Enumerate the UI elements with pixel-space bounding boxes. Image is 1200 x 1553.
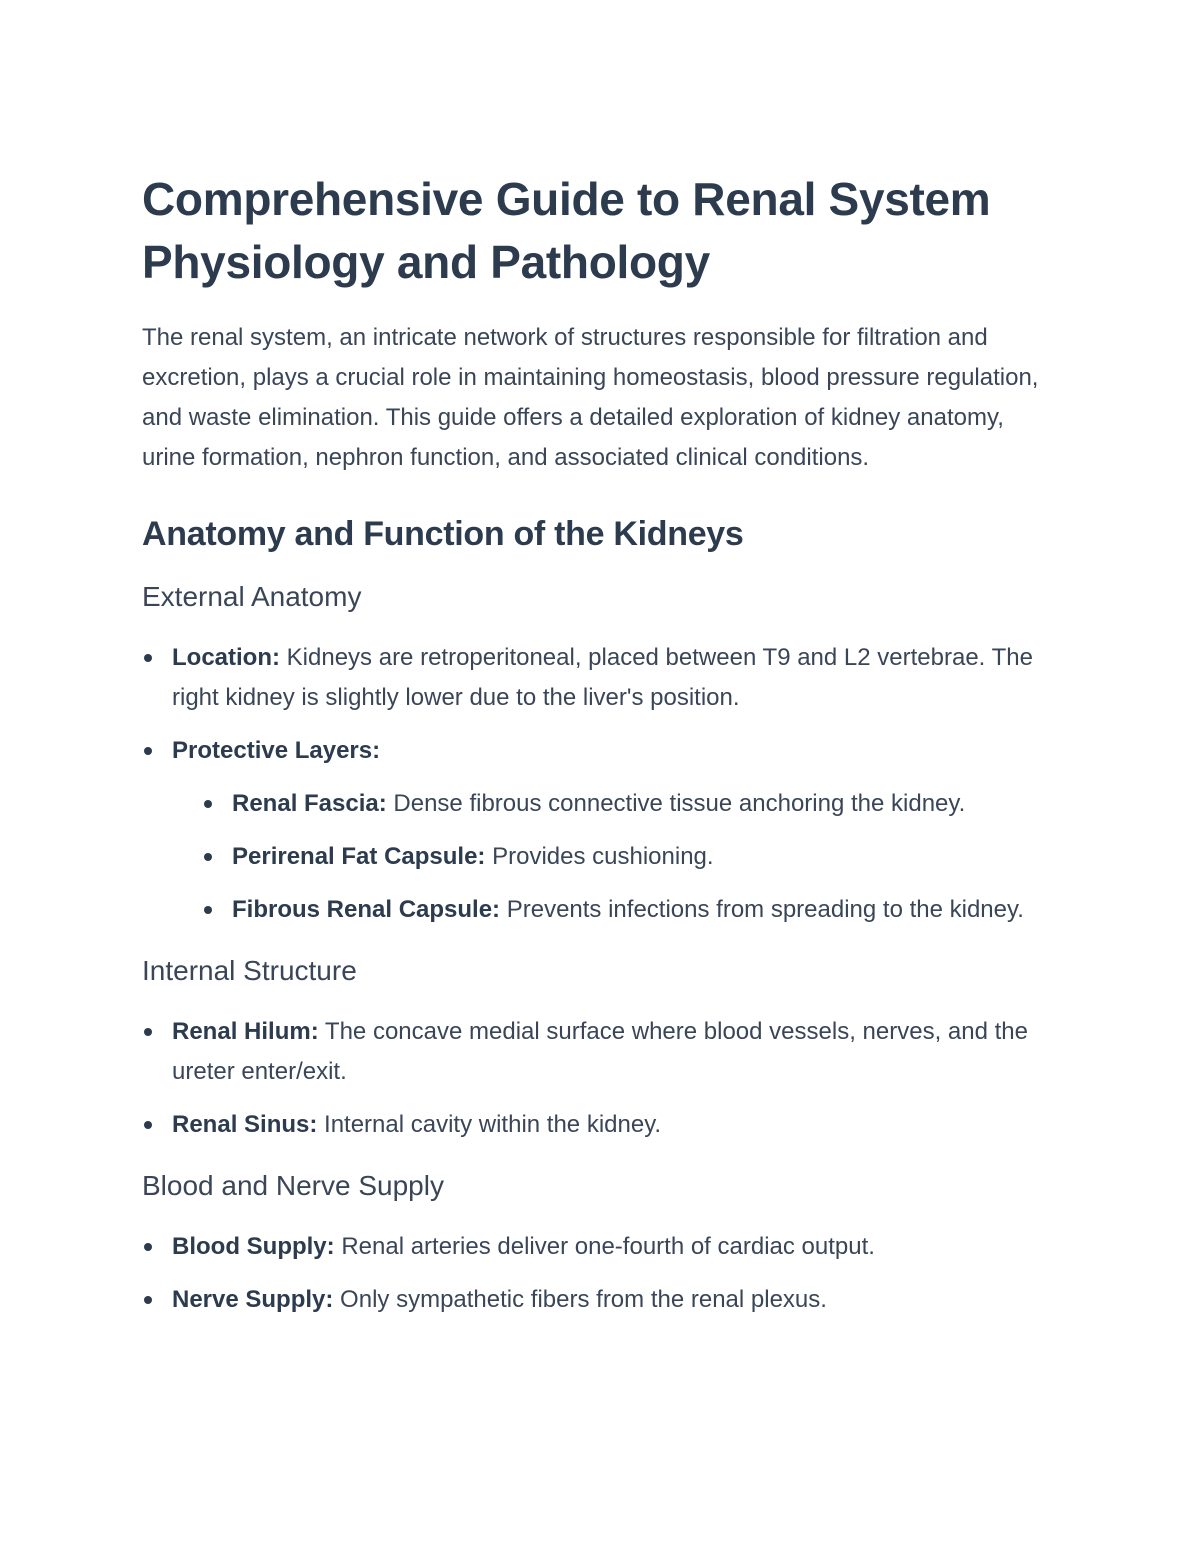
list-item-term: Fibrous Renal Capsule: [232,896,501,923]
list-item-text: Internal cavity within the kidney. [317,1111,662,1138]
list-item-text: Only sympathetic fibers from the renal plexus. [333,1286,827,1313]
intro-paragraph: The renal system, an intricate network of structures responsible for filtration and excretion, plays a crucial role in maintaining homeostasis, blood pressure regulation, and waste elimination. This guide offers a detailed exploration of kidney anatomy, urine formation, nephron function, and associated clinical conditions. [142,324,1039,471]
bullet-icon [144,1296,152,1304]
list-item-term: Renal Sinus: [172,1111,318,1138]
list-item-text: Dense fibrous connective tissue anchoring the kidney. [386,790,966,817]
bullet-icon [144,1121,152,1129]
bullet-icon [144,1028,152,1036]
subheading-external-anatomy: External Anatomy [142,581,362,612]
list-item-text: Provides cushioning. [485,843,714,870]
subheading-blood-nerve-supply: Blood and Nerve Supply [142,1170,444,1201]
protective-layers-list [202,784,1062,930]
list-item-perirenal-fat [202,837,1062,877]
subheading-internal-structure: Internal Structure [142,955,357,986]
bullet-icon [204,853,212,861]
list-item-term: Blood Supply: [172,1233,335,1260]
bullet-icon [144,747,152,755]
list-item-term: Protective Layers: [172,737,381,764]
section-heading-anatomy: Anatomy and Function of the Kidneys [142,515,744,553]
bullet-icon [144,654,152,662]
list-item-text: The concave medial surface where blood vessels, nerves, and the ureter enter/exit. [172,1018,1028,1085]
bullet-icon [144,1243,152,1251]
bullet-icon [204,800,212,808]
external-anatomy-list [142,638,1062,930]
list-item-renal-sinus [142,1105,1062,1145]
list-item-term: Nerve Supply: [172,1286,334,1313]
blood-nerve-supply-list [142,1227,1062,1320]
list-item-text: Renal arteries deliver one-fourth of cardiac output. [334,1233,875,1260]
list-item-term: Location: [172,644,280,671]
list-item-blood-supply [142,1227,1062,1267]
list-item-fibrous-capsule [202,890,1062,930]
list-item-protective-layers [142,731,1062,930]
list-item-nerve-supply [142,1280,1062,1320]
list-item-text: Prevents infections from spreading to the kidney. [500,896,1024,923]
list-item-location [142,638,1062,718]
list-item-term: Renal Fascia: [232,790,387,817]
bullet-icon [204,906,212,914]
list-item-renal-hilum [142,1012,1062,1092]
list-item-term: Renal Hilum: [172,1018,319,1045]
document-title: Comprehensive Guide to Renal System Physiology and Pathology [142,173,991,288]
document-page [142,168,1062,1320]
internal-structure-list [142,1012,1062,1145]
list-item-renal-fascia [202,784,1062,824]
list-item-text: Kidneys are retroperitoneal, placed between T9 and L2 vertebrae. The right kidney is slightly lower due to the liver's position. [172,644,1033,711]
list-item-term: Perirenal Fat Capsule: [232,843,486,870]
